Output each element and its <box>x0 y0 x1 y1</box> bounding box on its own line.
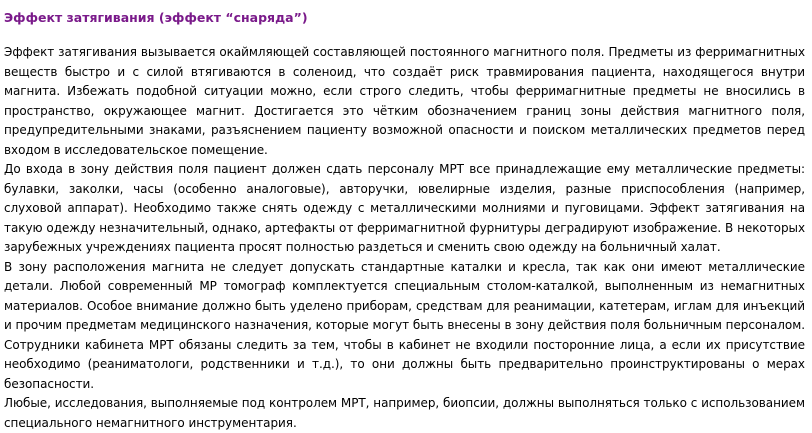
paragraph-patient-items: До входа в зону действия поля пациент должен сдать персоналу МРТ все принадлежащие ему металлические предметы: булавки, заколки, часы (особенно аналоговые), авторучки, ювелирные изделия, разные приспособления (например, слуховой аппарат). Необходимо также снять одежду с металлическими молниями и пуговицами. Эффект затягивания на такую одежду незначительный, однако, артефакты от ферримагнитной фурнитуры деградируют изображение. В некоторых зарубежных учреждениях пациента просят полностью раздеться и сменить свою одежду на больничный халат. <box>4 162 805 254</box>
document-page <box>4 8 805 433</box>
document-body <box>4 43 805 433</box>
paragraph-instruments: Любые, исследования, выполняемые под контролем МРТ, например, биопсии, должны выполняться только с использованием специального немагнитного инструментария. <box>4 396 805 430</box>
paragraph-attraction-effect: Эффект затягивания вызывается окаймляющей составляющей постоянного магнитного поля. Предметы из ферримагнитных веществ быстро и с силой втягиваются в соленоид, что создаёт риск травмирования пациента, находящегося внутри магнита. Избежать подобной ситуации можно, если строго следить, чтобы ферримагнитные предметы не вносились в пространство, окружающее магнит. Достигается это чётким обозначением границ зоны действия магнитного поля, предупредительными знаками, разъяснением пациенту возможной опасности и поиском металлических предметов перед входом в исследовательское помещение. <box>4 45 805 157</box>
paragraph-equipment: В зону расположения магнита не следует допускать стандартные каталки и кресла, так как они имеют металлические детали. Любой современный МР томограф комплектуется специальным столом-каталкой, выполненным из немагнитных материалов. Особое внимание должно быть уделено приборам, средствам для реанимации, катетерам, иглам для инъекций и прочим предметам медицинского назначения, которые могут быть внесены в зону действия поля больничным персоналом. Сотрудники кабинета МРТ обязаны следить за тем, чтобы в кабинет не входили посторонние лица, а если их присутствие необходимо (реаниматологи, родственники и т.д.), то они должны быть предварительно проинструктированы о мерах безопасности. <box>4 259 805 391</box>
section-heading: Эффект затягивания (эффект “снаряда”) <box>4 10 308 25</box>
